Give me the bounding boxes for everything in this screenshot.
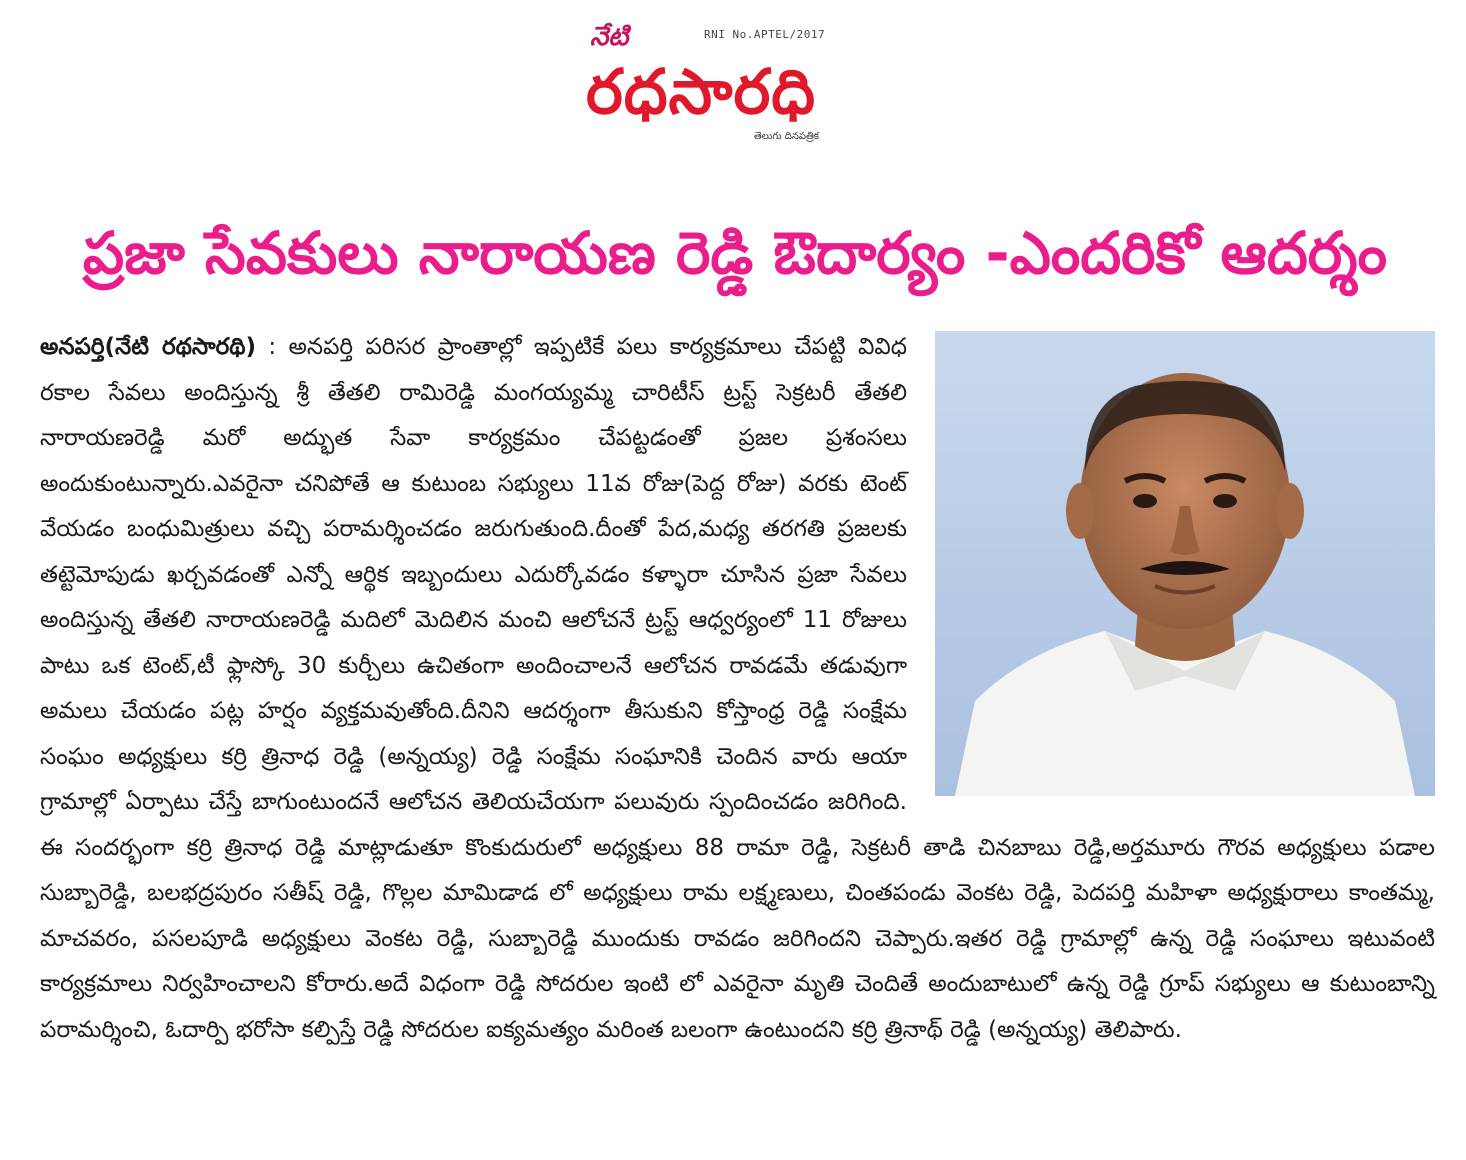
article-byline: అనపర్తి(నేటి రథసారథి)	[40, 334, 257, 360]
registration-number: RNI No.APTEL/2017	[704, 28, 826, 41]
person-photo-icon	[935, 331, 1435, 796]
masthead-neti: నేటి	[590, 22, 629, 52]
article-body	[40, 325, 1435, 1053]
masthead-tagline: తెలుగు దినపత్రిక	[754, 131, 820, 142]
portrait-photo	[935, 331, 1435, 801]
newspaper-logo: రధసారధి	[586, 55, 816, 128]
masthead	[580, 18, 960, 148]
article-headline: ప్రజా సేవకులు నారాయణ రెడ్డి ఔదార్యం -ఎందరికో ఆదర్శం	[82, 219, 1388, 287]
byline-separator: :	[256, 334, 289, 360]
article-text: అనపర్తి పరిసర ప్రాంతాల్లో ఇప్పటికే పలు కార్యక్రమాలు చేపట్టి వివిధ రకాల సేవలు అందిస్తున్న శ్రీ తేతలి రామిరెడ్డి మంగయ్యమ్మ చారిటీస్ ట్రస్ట్ సెక్రటరీ తేతలి నారాయణరెడ్డి మరో అద్భుత సేవా కార్యక్రమం చేపట్టడంతో ప్రజల ప్రశంసలు అందుకుంటున్నారు.ఎవరైనా చనిపోతే ఆ కుటుంబ సభ్యులు 11వ రోజు(పెద్ద రోజు) వరకు టెంట్ వేయడం బంధుమిత్రులు వచ్చి పరామర్శించడం జరుగుతుంది.దీంతో పేద,మధ్య తరగతి ప్రజలకు తట్టెమోపుడు ఖర్చవడంతో ఎన్నో ఆర్థిక ఇబ్బందులు ఎదుర్కోవడం కళ్ళారా చూసిన ప్రజా సేవలు అందిస్తున్న తేతలి నారాయణరెడ్డి మదిలో మెదిలిన మంచి ఆలోచనే ట్రస్ట్ ఆధ్వర్యంలో 11 రోజులు పాటు ఒక టెంట్,టీ ఫ్లాస్కో 30 కుర్చీలు ఉచితంగా అందించాలనే ఆలోచన రావడమే తడువుగా అమలు చేయడం పట్ల హర్షం వ్యక్తమవుతోంది.దీనిని ఆదర్శంగా తీసుకుని కోస్తాంధ్ర రెడ్డి సంక్షేమ సంఘం అధ్యక్షులు కర్రి త్రినాధ రెడ్డి (అన్నయ్య) రెడ్డి సంక్షేమ సంఘానికి చెందిన వారు ఆయా గ్రామాల్లో ఏర్పాటు చేస్తే బాగుంటుందనే ఆలోచన తెలియచేయగా పలువురు స్పందించడం జరిగింది. ఈ సందర్భంగా కర్రి త్రినాధ రెడ్డి మాట్లాడుతూ కొంకుదురులో అధ్యక్షులు 88 రామా రెడ్డి, సెక్రటరీ తాడి చినబాబు రెడ్డి,అర్తమూరు గౌరవ అధ్యక్షులు పడాల సుబ్బారెడ్డి, బలభద్రపురం సతీష్ రెడ్డి, గొల్లల మామిడాడ లో అధ్యక్షులు రామ లక్ష్మణులు, చింతపండు వెంకట రెడ్డి, పెదపర్తి మహిళా అధ్యక్షురాలు కాంతమ్మ, మాచవరం, పసలపూడి అధ్యక్షులు వెంకట రెడ్డి, సుబ్బారెడ్డి ముందుకు రావడం జరిగిందని చెప్పారు.ఇతర రెడ్డి గ్రామాల్లో ఉన్న రెడ్డి సంఘాలు ఇటువంటి కార్యక్రమాలు నిర్వహించాలని కోరారు.అదే విధంగా రెడ్డి సోదరుల ఇంటి లో ఎవరైనా మృతి చెందితే అందుబాటులో ఉన్న రెడ్డి గ్రూప్ సభ్యులు ఆ కుటుంబాన్ని పరామర్శించి, ఓదార్పి భరోసా కల్పిస్తే రెడ్డి సోదరుల ఐక్యమత్యం మరింత బలంగా ఉంటుందని కర్రి త్రినాథ్ రెడ్డి (అన్నయ్య) తెలిపారు.	[40, 334, 1435, 1043]
